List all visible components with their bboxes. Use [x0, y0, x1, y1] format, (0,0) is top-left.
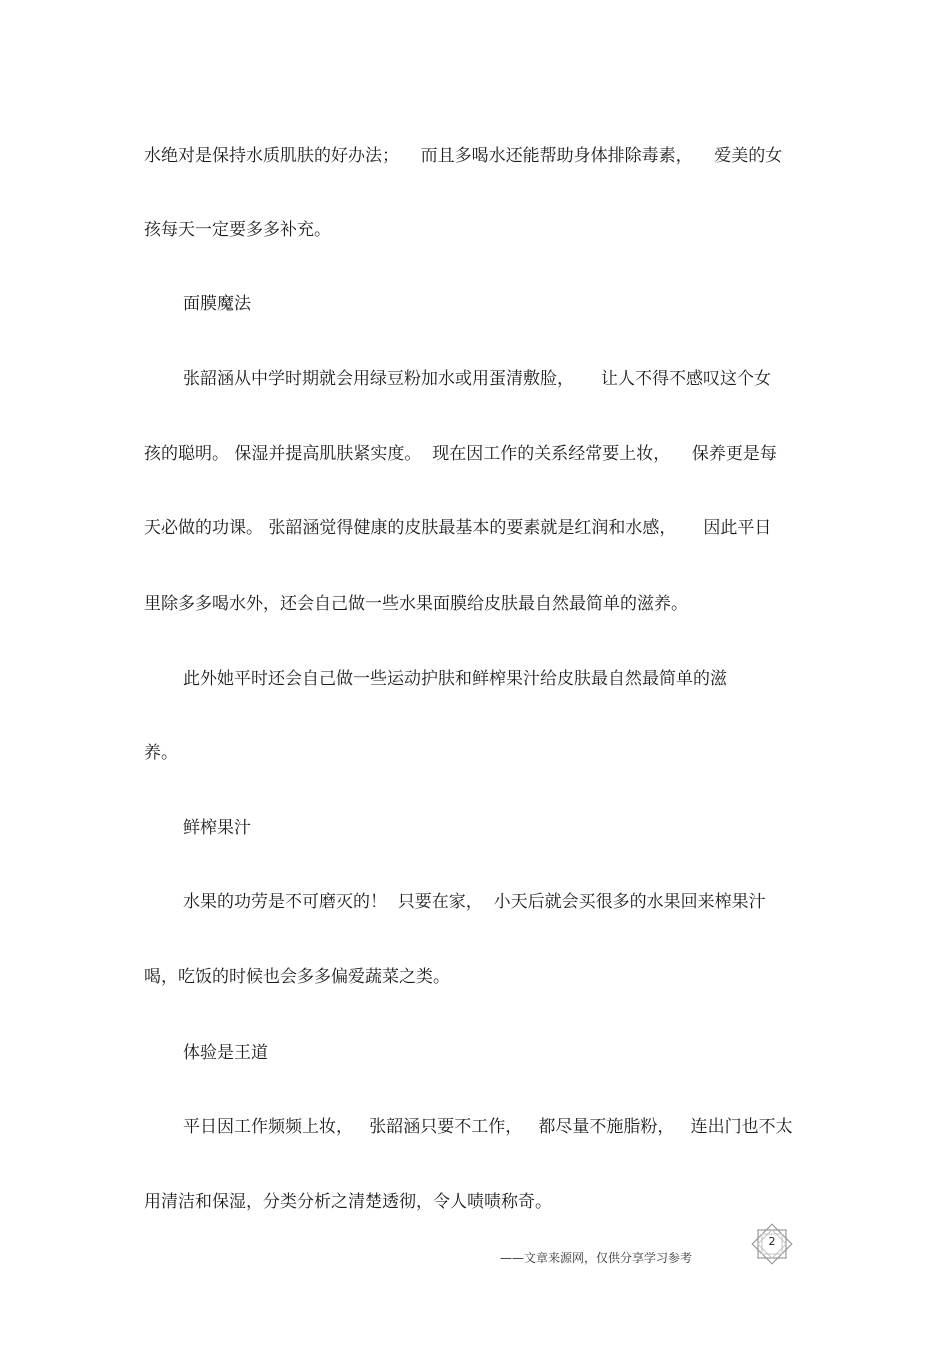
body-line-2: 孩每天一定要多多补充。 [144, 220, 331, 240]
body-line-11: 平日因工作频频上妆， 张韶涵只要不工作， 都尽量不施脂粉， 连出门也不太 [183, 1117, 793, 1137]
body-line-8: 养。 [144, 743, 178, 763]
section-heading-experience: 体验是王道 [183, 1043, 268, 1063]
body-line-7: 此外她平时还会自己做一些运动护肤和鲜榨果汁给皮肤最自然最简单的滋 [183, 669, 727, 689]
section-heading-fresh-juice: 鲜榨果汁 [183, 818, 251, 838]
body-line-5: 天必做的功课。 张韶涵觉得健康的皮肤最基本的要素就是红润和水感， 因此平日 [144, 518, 772, 538]
page-number: 2 [768, 1235, 776, 1248]
page-number-badge [748, 1220, 796, 1268]
body-line-6: 里除多多喝水外，还会自己做一些水果面膜给皮肤最自然最简单的滋养。 [144, 594, 688, 614]
body-line-3: 张韶涵从中学时期就会用绿豆粉加水或用蛋清敷脸， 让人不得不感叹这个女 [183, 369, 772, 389]
body-line-4: 孩的聪明。 保湿并提高肌肤紧实度。 现在因工作的关系经常要上妆， 保养更是每 [144, 444, 777, 464]
body-line-12: 用清洁和保湿，分类分析之清楚透彻，令人啧啧称奇。 [144, 1192, 552, 1212]
body-line-10: 喝，吃饭的时候也会多多偏爱蔬菜之类。 [144, 967, 450, 987]
section-heading-mask-magic: 面膜魔法 [183, 294, 251, 314]
footer-source-note: ——文章来源网，仅供分享学习参考 [500, 1251, 693, 1265]
body-line-9: 水果的功劳是不可磨灭的！ 只要在家， 小天后就会买很多的水果回来榨果汁 [183, 892, 766, 912]
body-line-1: 水绝对是保持水质肌肤的好办法； 而且多喝水还能帮助身体排除毒素， 爱美的女 [144, 146, 783, 166]
